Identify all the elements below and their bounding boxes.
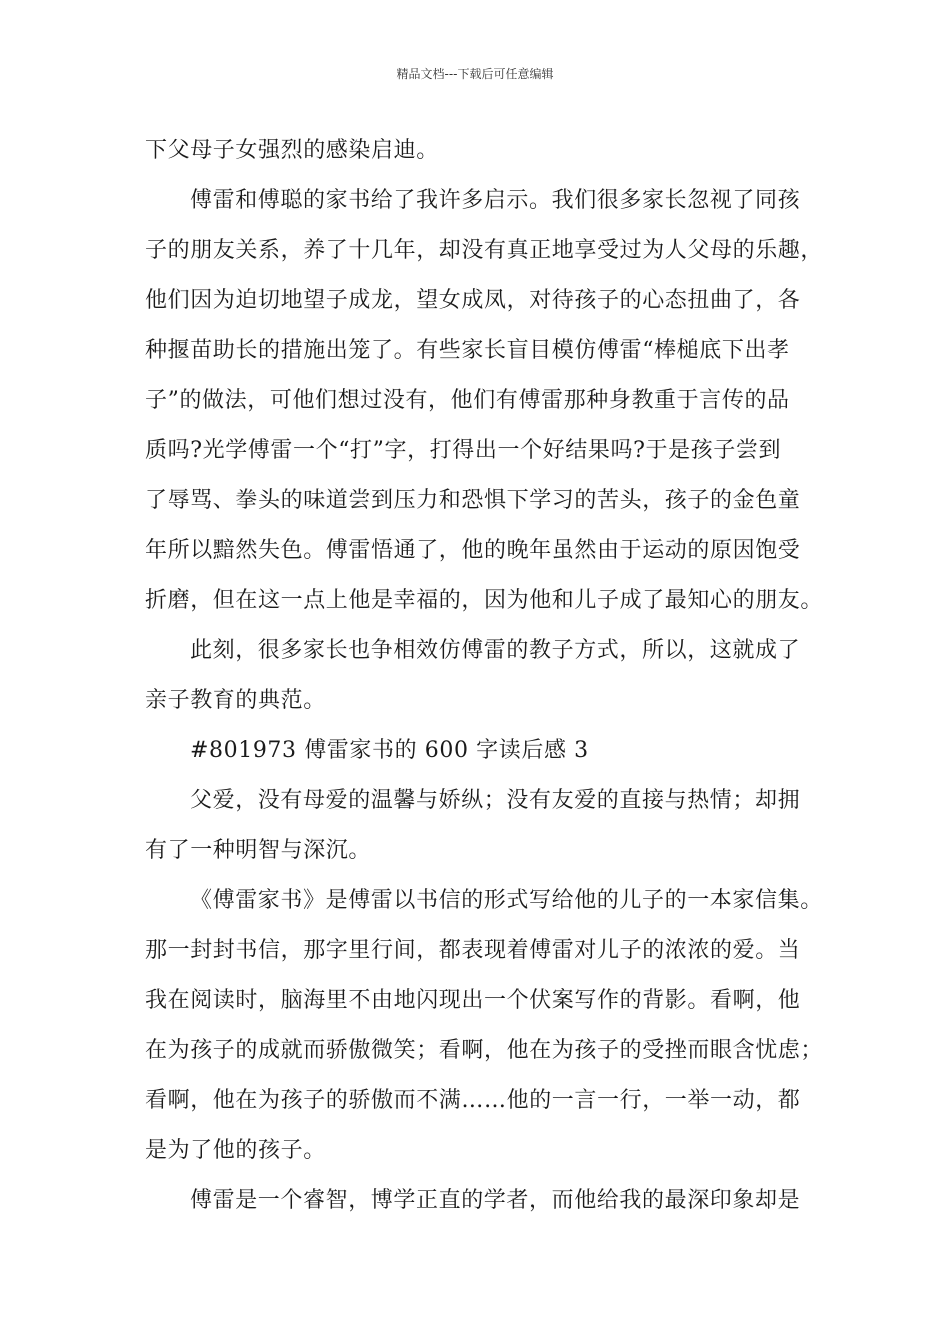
text-line: 了辱骂、拳头的味道尝到压力和恐惧下学习的苦头，孩子的金色童 — [145, 488, 801, 513]
text-line: 质吗?光学傅雷一个“打”字，打得出一个好结果吗?于是孩子尝到 — [145, 438, 782, 463]
text-line: 下父母子女强烈的感染启迪。 — [145, 138, 439, 163]
paragraph-start-line: 傅雷和傅聪的家书给了我许多启示。我们很多家长忽视了同孩 — [190, 188, 801, 213]
page-header: 精品文档---下载后可任意编辑 — [396, 67, 554, 81]
paragraph-start-line: 傅雷是一个睿智，博学正直的学者，而他给我的最深印象却是 — [190, 1188, 801, 1213]
text-line: 看啊，他在为孩子的骄傲而不满……他的一言一行，一举一动，都 — [145, 1088, 801, 1113]
paragraph-start-line: 此刻，很多家长也争相效仿傅雷的教子方式，所以，这就成了 — [190, 638, 801, 663]
text-line: 折磨，但在这一点上他是幸福的，因为他和儿子成了最知心的朋友。 — [145, 588, 824, 613]
paragraph-start-line: 父爱，没有母爱的温馨与娇纵；没有友爱的直接与热情；却拥 — [190, 788, 801, 813]
text-line: 有了一种明智与深沉。 — [145, 838, 372, 863]
text-line: 子”的做法，可他们想过没有，他们有傅雷那种身教重于言传的品 — [145, 388, 790, 413]
text-line: 种揠苗助长的措施出笼了。有些家长盲目模仿傅雷“棒槌底下出孝 — [145, 338, 790, 363]
text-line: 年所以黯然失色。傅雷悟通了，他的晚年虽然由于运动的原因饱受 — [145, 538, 801, 563]
text-line: 我在阅读时，脑海里不由地闪现出一个伏案写作的背影。看啊，他 — [145, 988, 801, 1013]
text-line: 那一封封书信，那字里行间，都表现着傅雷对儿子的浓浓的爱。当 — [145, 938, 801, 963]
paragraph-start-line: 《傅雷家书》是傅雷以书信的形式写给他的儿子的一本家信集。 — [190, 888, 823, 913]
text-line: 子的朋友关系，养了十几年，却没有真正地享受过为人父母的乐趣， — [145, 238, 824, 263]
text-line: 在为孩子的成就而骄傲微笑；看啊，他在为孩子的受挫而眼含忧虑； — [145, 1038, 824, 1063]
text-line: 他们因为迫切地望子成龙，望女成凤，对待孩子的心态扭曲了，各 — [145, 288, 801, 313]
text-line: 亲子教育的典范。 — [145, 688, 326, 713]
section-heading: #801973 傅雷家书的 600 字读后感 3 — [190, 738, 589, 763]
text-line: 是为了他的孩子。 — [145, 1138, 326, 1163]
